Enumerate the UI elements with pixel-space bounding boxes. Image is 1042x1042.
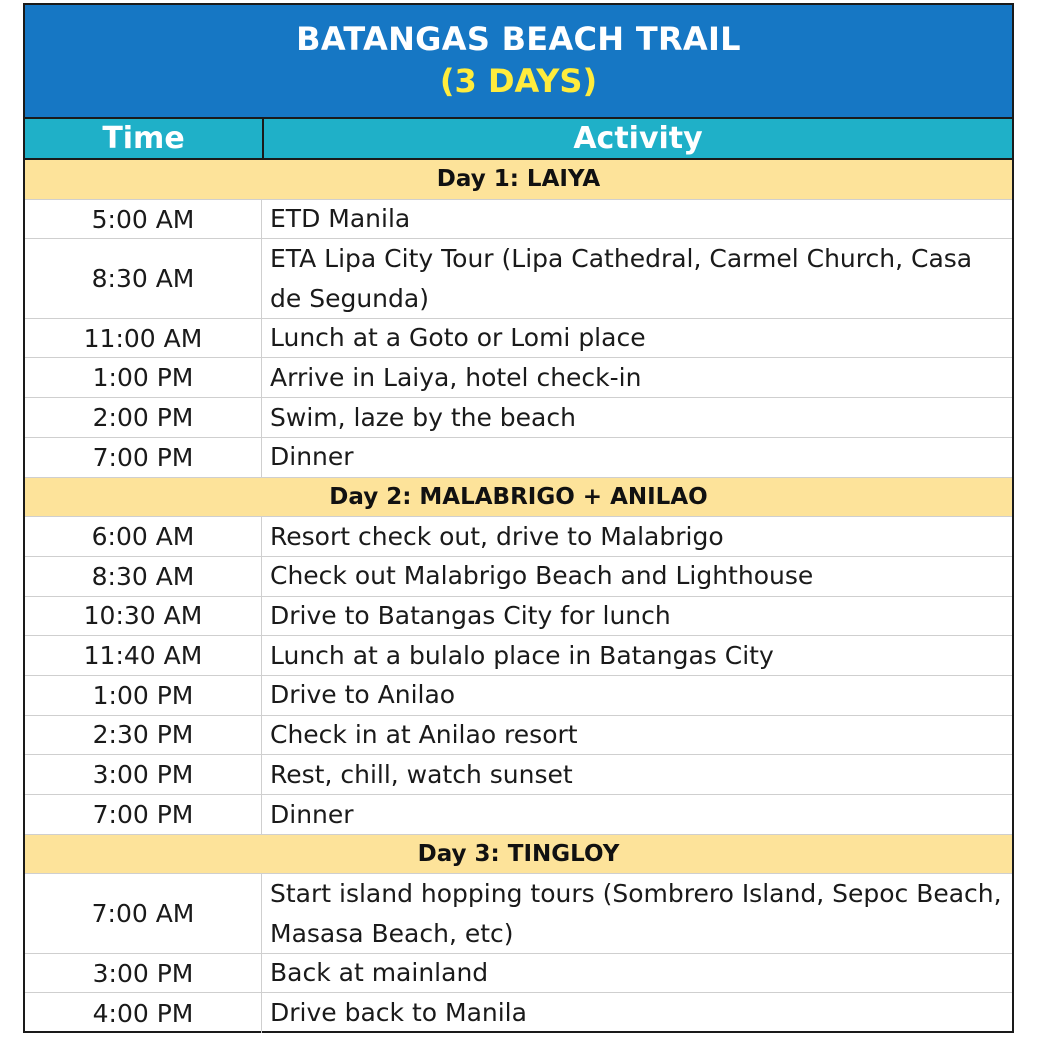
- table-row: [25, 874, 1012, 953]
- activity-cell: Check out Malabrigo Beach and Lighthouse: [270, 561, 814, 591]
- table-row: [25, 517, 1012, 557]
- table-row: [25, 239, 1012, 318]
- activity-cell: ETD Manila: [270, 204, 411, 234]
- activity-cell: ETA Lipa City Tour (Lipa Cathedral, Carmel Church, Casa de Segunda): [270, 243, 973, 313]
- time-cell: 7:00 AM: [25, 874, 262, 952]
- table-header: [25, 117, 1012, 160]
- activity-cell: Arrive in Laiya, hotel check-in: [270, 362, 642, 392]
- itinerary-table: [23, 3, 1014, 1033]
- table-row: [25, 636, 1012, 676]
- time-cell: 8:30 AM: [25, 557, 262, 596]
- table-row: [25, 200, 1012, 240]
- day-heading: Day 2: MALABRIGO + ANILAO: [25, 478, 1012, 518]
- activity-cell: Lunch at a bulalo place in Batangas City: [270, 640, 774, 670]
- table-row: [25, 795, 1012, 835]
- activity-cell: Lunch at a Goto or Lomi place: [270, 323, 646, 353]
- activity-cell: Drive back to Manila: [270, 998, 527, 1028]
- column-header-time: Time: [25, 119, 264, 158]
- title-banner: [25, 5, 1012, 117]
- time-cell: 11:40 AM: [25, 636, 262, 675]
- table-row: [25, 597, 1012, 637]
- time-cell: 5:00 AM: [25, 200, 262, 239]
- table-row: [25, 398, 1012, 438]
- activity-cell: Swim, laze by the beach: [270, 402, 576, 432]
- table-row: [25, 954, 1012, 994]
- activity-cell: Resort check out, drive to Malabrigo: [270, 521, 724, 551]
- time-cell: 2:00 PM: [25, 398, 262, 437]
- time-cell: 3:00 PM: [25, 954, 262, 993]
- table-row: [25, 993, 1012, 1033]
- column-header-activity: Activity: [573, 121, 703, 156]
- table-body: [25, 160, 1012, 1033]
- day-heading: Day 3: TINGLOY: [25, 835, 1012, 875]
- time-cell: 10:30 AM: [25, 597, 262, 636]
- activity-cell: Start island hopping tours (Sombrero Island, Sepoc Beach, Masasa Beach, etc): [270, 878, 1002, 948]
- activity-cell: Dinner: [270, 799, 354, 829]
- time-cell: 1:00 PM: [25, 358, 262, 397]
- table-row: [25, 319, 1012, 359]
- time-cell: 6:00 AM: [25, 517, 262, 556]
- page-subtitle: (3 DAYS): [439, 62, 598, 100]
- time-cell: 3:00 PM: [25, 755, 262, 794]
- activity-cell: Drive to Anilao: [270, 680, 456, 710]
- table-row: [25, 557, 1012, 597]
- table-row: [25, 716, 1012, 756]
- time-cell: 7:00 PM: [25, 795, 262, 834]
- time-cell: 8:30 AM: [25, 239, 262, 317]
- time-cell: 11:00 AM: [25, 319, 262, 358]
- activity-cell: Drive to Batangas City for lunch: [270, 601, 671, 631]
- activity-cell: Check in at Anilao resort: [270, 720, 578, 750]
- table-row: [25, 358, 1012, 398]
- table-row: [25, 755, 1012, 795]
- time-cell: 2:30 PM: [25, 716, 262, 755]
- time-cell: 4:00 PM: [25, 993, 262, 1033]
- page-title: BATANGAS BEACH TRAIL: [296, 20, 741, 58]
- table-row: [25, 438, 1012, 478]
- activity-cell: Dinner: [270, 442, 354, 472]
- activity-cell: Back at mainland: [270, 958, 489, 988]
- table-row: [25, 676, 1012, 716]
- time-cell: 7:00 PM: [25, 438, 262, 477]
- time-cell: 1:00 PM: [25, 676, 262, 715]
- activity-cell: Rest, chill, watch sunset: [270, 759, 573, 789]
- day-heading: Day 1: LAIYA: [25, 160, 1012, 200]
